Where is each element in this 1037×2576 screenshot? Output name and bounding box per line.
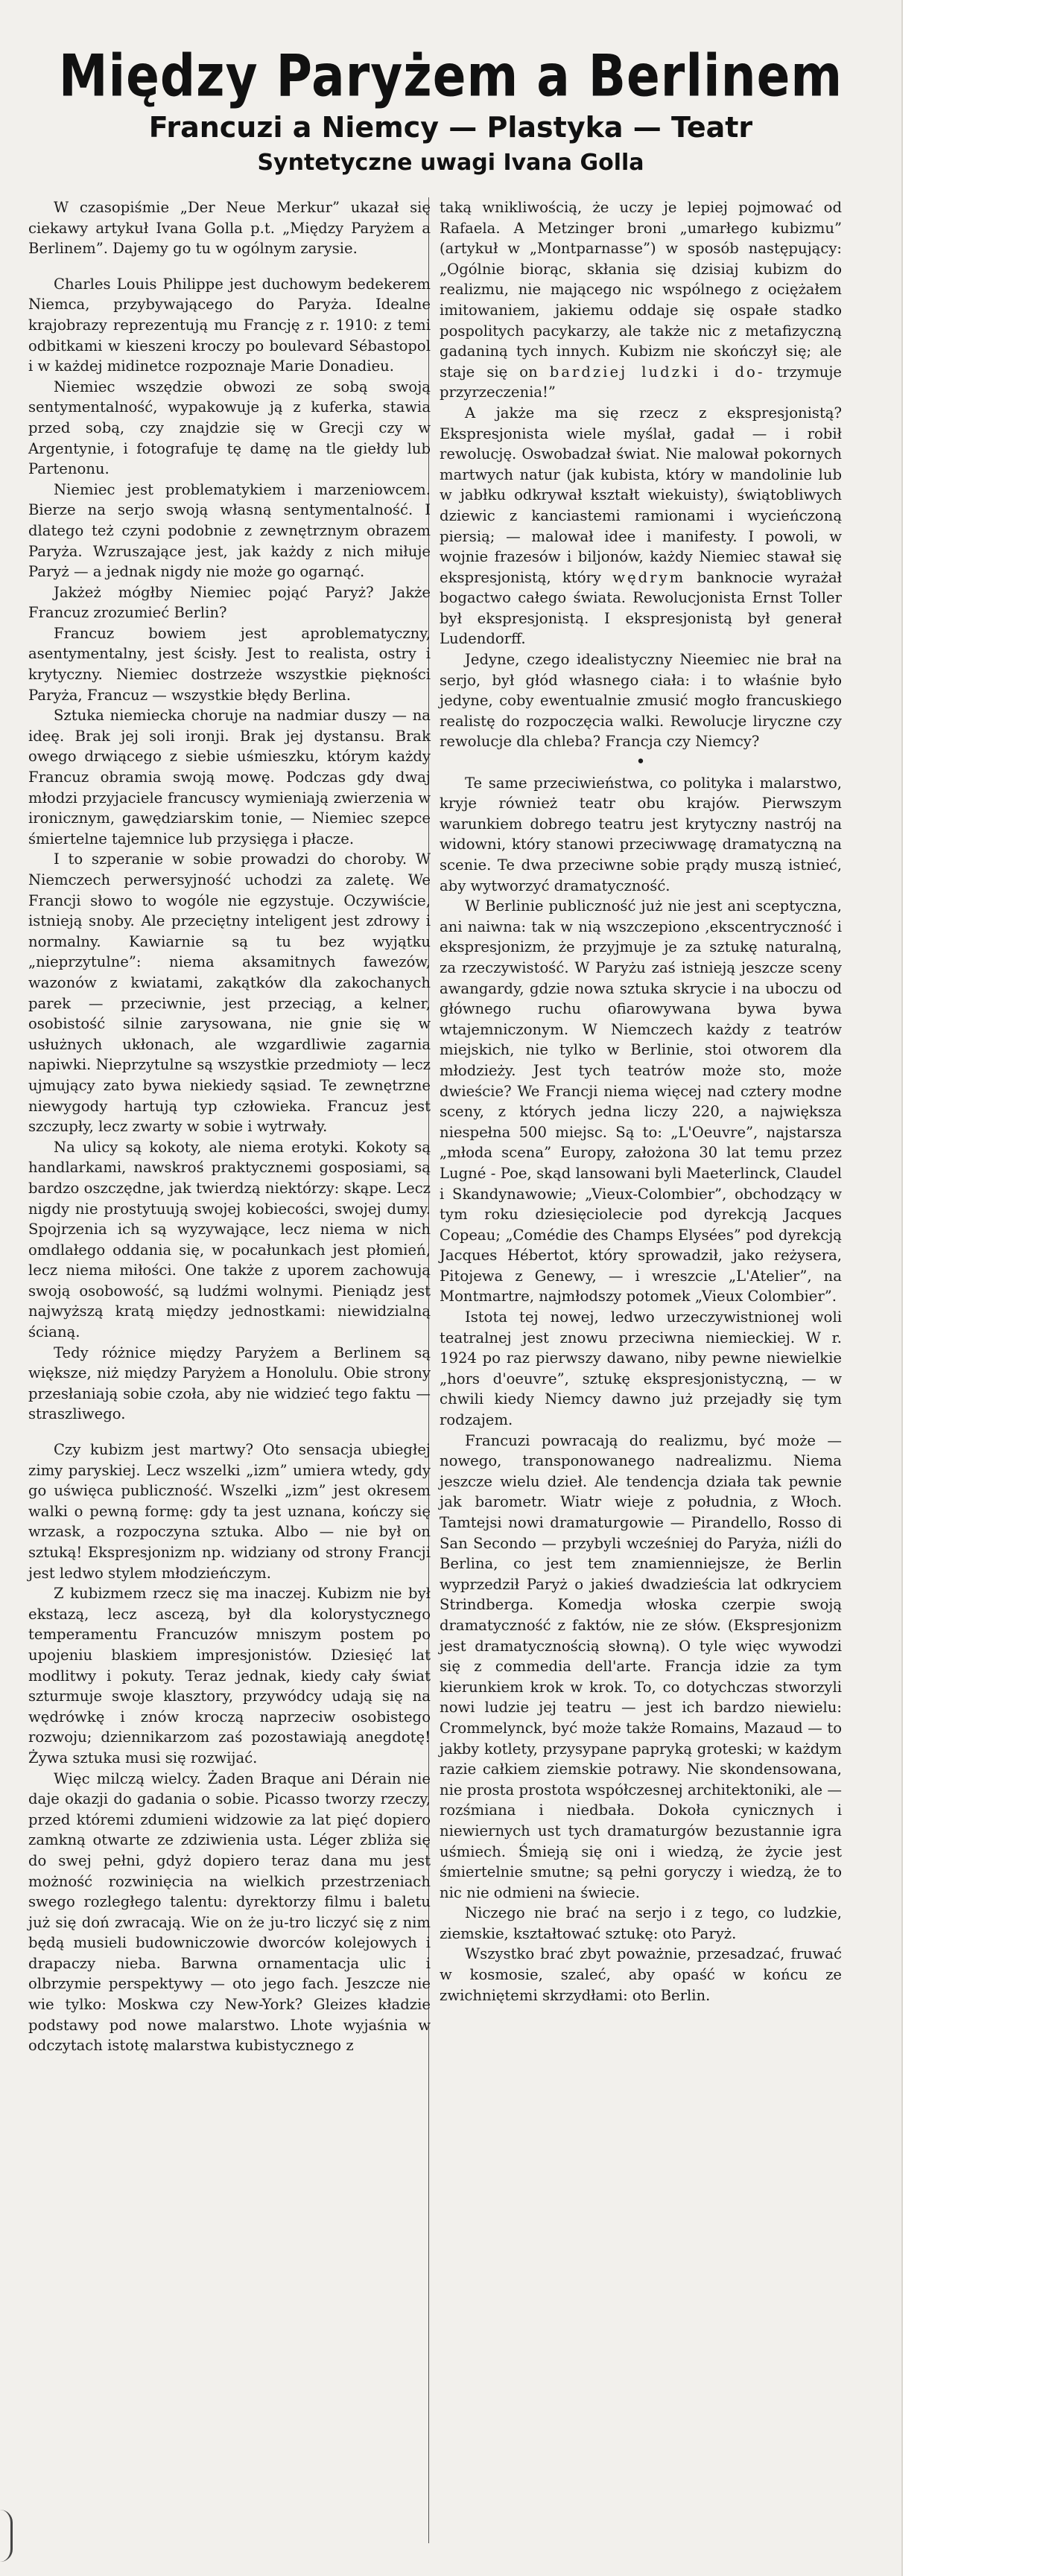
paragraph <box>440 197 842 403</box>
paragraph: Wszystko brać zbyt poważnie, przesadzać, fruwać w kosmosie, szaleć, aby opaść w końcu ze zwichniętemi skrzydłami: oto Berlin. <box>440 1945 842 2004</box>
page-margin <box>903 0 1037 2576</box>
paragraph: Tedy różnice między Paryżem a Berlinem są większe, niż między Paryżem a Honolulu. Obie strony przesłaniają sobie czoła, aby nie widzieć tego faktu — straszliwego. <box>28 1343 431 1423</box>
right-column <box>440 197 842 2006</box>
paragraph: W czasopiśmie „Der Neue Merkur” ukazał się ciekawy artykuł Ivana Golla p.t. „Między Paryżem a Berlinem”. Dajemy go tu w ogólnym zarysie. <box>28 199 431 258</box>
paragraph: Francuzi powracają do realizmu, być może — nowego, transponowanego nadrealizmu. Niema jeszcze wielu dzieł. Ale tendencja działa tak pewnie jak barometr. Wiatr wieje z południa, z Włoch. Tamtejsi nowi dramaturgowie — Pirandello, Rosso di San Secondo — przybyli wcześniej do Paryża, niźli do Berlina, co jest tem znamienniejsze, że Berlin wyprzedził Paryż o jakieś dwadzieścia lat odkryciem Strindberga. Komedja włoska czerpie swoją dramatyczność z faktów, nie ze słów. (Ekspresjonizm jest dramatycznością słowną). O tyle więc wywodzi się z commedia dell'arte. Francja idzie za tym kierunkiem krok w krok. To, co dotychczas stworzyli nowi ludzie jej teatru — jest ich bardzo niewielu: Crommelynck, być może także Romains, Mazaud — to jakby kotlety, przysypane papryką groteski; w każdym razie całkiem ziemskie potrawy. Nie skondensowana, nie prosta prostota współczesnej architektoniki, ale — rozśmiana i niedbała. Dokoła cynicznych i niewiernych ust tych dramaturgów bezustannie igra uśmiech. Śmieją się oni i wiedzą, że życie jest śmiertelnie smutne; są pełni goryczy i wiedzą, że to nic nie odmieni na świecie. <box>440 1431 842 1901</box>
article-header <box>30 42 872 176</box>
paragraph: Niemiec jest problematykiem i marzeniowcem. Bierze na serjo swoją własną sentymentalność. I dlatego też czyni podobnie z zewnętrznym obrazem Paryża. Wzruszające jest, jak każdy z nich miłuje Paryż — a jednak nigdy nie może go ogarnąć. <box>28 480 431 581</box>
paragraph: I to szperanie w sobie prowadzi do choroby. W Niemczech perwersyjność uchodzi za zaletę. We Francji słowo to wogóle nie egzystuje. Oczywiście, istnieją snoby. Ale przeciętny inteligent jest zdrowy i normalny. Kawiarnie są tu bez wyjątku „nieprzytulne”: niema aksamitnych fawezów, wazonów z kwiatami, zakątków dla zakochanych parek — przeciwnie, jest przeciąg, a kelner, osobistość silnie zarysowana, nie gnie się w usłużnych ukłonach, ale wzgardliwie zagarnia napiwki. Nieprzytulne są wszystkie przedmioty — lecz ujmujący zato bywa niekiedy sąsiad. Te zewnętrzne niewygody hartują typ człowieka. Francuz jest szczupły, lecz zwarty w sobie i wytrwały. <box>28 850 431 1136</box>
paragraph: Te same przeciwieństwa, co polityka i malarstwo, kryje również teatr obu krajów. Pierwszym warunkiem dobrego teatru jest krytyczny nastrój na widowni, który stanowi przeciwwagę dramatyczną na scenie. Te dwa przeciwne sobie prądy muszą istnieć, aby wytworzyć dramatyczność. <box>440 774 842 894</box>
binding-edge-mark <box>0 2510 13 2562</box>
paragraph: Czy kubizm jest martwy? Oto sensacja ubiegłej zimy paryskiej. Lecz wszelki „izm” umiera wtedy, gdy go uświęca publiczność. Wszelki „izm” jest okresem walki o pewną formę: gdy ta jest uznana, kończy się wrzask, a rozpoczyna sztuka. Albo — nie był on sztuką! Ekspresjonizm np. widziany od strony Francji jest ledwo stylem młodzieńczym. <box>28 1441 431 1582</box>
paragraph: Francuz bowiem jest aproblematyczny, asentymentalny, jest ścisły. Jest to realista, ostry i krytyczny. Niemiec dostrzeże wszystkie piękności Paryża, Francuz — wszystkie błędy Berlina. <box>28 624 431 704</box>
paragraph-text: taką wnikliwością, że uczy je lepiej pojmować od Rafaela. A Metzinger broni „umarłego kubizmu” (artykuł w „Montparnasse”) w sposób następujący: „Ogólnie biorąc, skłania się dzisiaj kubizm do realizmu, nie mającego nic wspólnego z ociężałem imitowaniem, jakiemu oddaje się ospałe stadko pospolitych pacykarzy, ale także nic z metafizyczną gadaniną tych innych. Kubizm nie skończył się; ale staje się on <box>440 199 842 381</box>
paragraph: Więc milczą wielcy. Żaden Braque ani Dérain nie daje okazji do gadania o sobie. Picasso tworzy rzeczy, przed któremi zdumieni widzowie za lat pięć dopiero zamkną otwarte ze zdziwienia usta. Léger zbliża się do swej pełni, gdyż dopiero teraz dana mu jest możność rozwinięcia na wielkich przestrzeniach swego rozległego talentu: dyrektorzy filmu i baletu już się doń zwracają. Wie on że ju-tro liczyć się z nim będą musieli budowniczowie dworców kolejowych i drapaczy nieba. Barwna ornamentacja ulic i olbrzymie perspektywy — oto jego fach. Jeszcze nie wie tylko: Moskwa czy New-York? Gleizes kładzie podstawy pod nowe malarstwo. Lhote wyjaśnia w odczytach istotę malarstwa kubistycznego z <box>28 1769 431 2055</box>
paragraph: Niemiec wszędzie obwozi ze sobą swoją sentymentalność, wypakowuje ją z kuferka, stawia przed sobą, czy znajdzie się w Grecji czy w Argentynie, i fotografuje tę damę na tle giełdy lub Partenonu. <box>28 378 431 478</box>
paragraph: Jakżeż mógłby Niemiec pojąć Paryż? Jakże Francuz zrozumieć Berlin? <box>28 583 431 622</box>
section-separator: • <box>635 753 646 772</box>
emphasized-text: wędrym <box>612 568 686 586</box>
paragraph: Na ulicy są kokoty, ale niema erotyki. Kokoty są handlarkami, nawskroś praktycznemi gosposiami, są bardzo oszczędne, jak twierdzą niektórzy: skąpe. Lecz nigdy nie prostytuują swojej kobiecości, swojej dumy. Spojrzenia ich są wyzywające, lecz niema w nich omdlałego oddania się, w pocałunkach jest płomień, lecz niema miłości. One także z uporem zachowują swoją osobowość, są ludźmi wolnymi. Pieniądz jest najwyższą kratą między jednostkami: niewidzialną ścianą. <box>28 1138 431 1341</box>
article-subtitle: Francuzi a Niemcy — Plastyka — Teatr <box>148 110 753 144</box>
paragraph: Niczego nie brać na serjo i z tego, co ludzkie, ziemskie, kształtować sztukę: oto Paryż. <box>440 1904 842 1942</box>
article-byline: Syntetyczne uwagi Ivana Golla <box>257 150 644 176</box>
emphasized-text: bardziej ludzki i do- <box>549 363 765 381</box>
paragraph: Charles Louis Philippe jest duchowym bedekerem Niemca, przybywającego do Paryża. Idealne krajobrazy reprezentują mu Francję z r. 1910: z temi odbitkami w kieszeni kroczy po boulevard Sébastopol i w każdej midinetce rozpoznaje Marie Donadieu. <box>28 275 431 375</box>
paragraph-text: A jakże ma się rzecz z ekspresjonistą? Ekspresjonista wiele myślał, gadał — i robił rewolucję. Oswobadzał świat. Nie malował pokornych martwych natur (jak kubista, który w mandolinie lub w jabłku odkrywał kształt wiekuisty), świątobliwych dziewic z kanciastemi ramionami i wycieńczoną piersią; — malował idee i manifesty. I powoli, w wojnie frazesów i biljonów, każdy Niemiec stawał się ekspresjonistą, który <box>440 404 842 586</box>
paragraph: Jedyne, czego idealistyczny Nieemiec nie brał na serjo, był głód własnego ciała: i to właśnie było jedyne, coby ewentualnie zmusić mogło francuskiego realistę do rozpoczęcia walki. Rewolucje liryczne czy rewolucje dla chleba? Francja czy Niemcy? <box>440 651 842 751</box>
paragraph-text: banknocie wyrażał bogactwo całego świata. Rewolucjonista Ernst Toller był ekspresjonistą. I ekspresjonistą był generał Ludendorff. <box>440 568 842 648</box>
paragraph-text: trzymuje przyrzeczenia!” <box>440 363 843 401</box>
article-title: Między Paryżem a Berlinem <box>58 42 843 110</box>
paragraph: Sztuka niemiecka choruje na nadmiar duszy — na ideę. Brak jej soli ironji. Brak jej dystansu. Brak owego drwiącego z siebie uśmieszku, którym każdy Francuz obramia swoją mowę. Podczas gdy dwaj młodzi przyjaciele francuscy wymieniają zwierzenia w ironicznym, gawędziarskim tonie, — Niemiec szepce śmiertelne tajemnice lub przysięga i płacze. <box>28 707 431 847</box>
paragraph: Istota tej nowej, ledwo urzeczywistnionej woli teatralnej jest znowu przeciwna niemieckiej. W r. 1924 po raz pierwszy dawano, niby pewne niewielkie „hors d'oeuvre”, sztukę ekspresjonistyczną, — w chwili kiedy Niemcy dawno już przejadły się tym rodzajem. <box>440 1308 842 1429</box>
paragraph: W Berlinie publiczność już nie jest ani sceptyczna, ani naiwna: tak w nią wszczepiono ,ekscentryczność i ekspresjonizm, że przyjmuje je za sztukę naturalną, za rzeczywistość. W Paryżu zaś istnieją jeszcze sceny awangardy, gdzie nowa sztuka skrycie i na uboczu od głównego ruchu ofiarowywana bywa bywa wtajemniczonym. W Niemczech każdy z teatrów miejskich, nie tylko w Berlinie, stoi otworem dla młodzieży. Jest tych teatrów może sto, może dwieście? We Francji niema więcej nad cztery modne sceny, z których jedna liczy 220, a największa niespełna 500 miejsc. Są to: „L'Oeuvre”, najstarsza „młoda scena” Europy, założona 30 lat temu przez Lugné - Poe, skąd lansowani byli Maeterlinck, Claudel i Skandynawowie; „Vieux-Colombier”, obchodzący w tym roku dziesięciolecie pod dyrekcją Jacques Copeau; „Comédie des Champs Elysées” pod dyrekcją Jacques Hébertot, który sprowadził, jako reżysera, Pitojewa z Genewy, — i wreszcie „L'Atelier”, na Montmartre, najmłodszy potomek „Vieux Colombier”. <box>440 897 842 1306</box>
left-column <box>28 197 431 2056</box>
paragraph: Z kubizmem rzecz się ma inaczej. Kubizm nie był ekstazą, lecz ascezą, był dla kolorystycznego temperamentu Francuzów mniszym postem po upojeniu blaskiem impresjonistów. Dziesięć lat modlitwy i pokuty. Teraz jednak, kiedy cały świat szturmuje swoje klasztory, przywódcy udają się na wędrówkę i znów kroczą naprzeciw osobistego rozwoju; dziennikarzom zaś pozostawiają anegdotę! Żywa sztuka musi się rozwijać. <box>28 1585 431 1766</box>
paragraph <box>440 403 842 649</box>
